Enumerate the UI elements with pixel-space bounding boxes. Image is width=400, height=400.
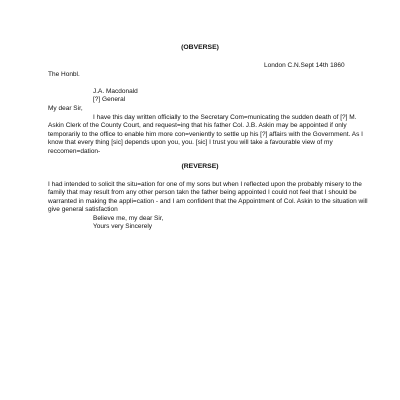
salutation: My dear Sir, xyxy=(48,105,83,112)
recipient-title: [?] General xyxy=(93,96,126,103)
obverse-body xyxy=(48,114,366,156)
reverse-body xyxy=(48,181,368,215)
place-and-date: London C.N.Sept 14th 1860 xyxy=(264,62,345,69)
obverse-body-text: I have this day written officially to the Secretary Com=municating the sudden death of [?] M. Askin Clerk of the County Court, and request=ing that his father Col. J.B. Askin may be appointed if only temporarily to the office to enable him more con=veniently to settle up his [?] affairs with the Government. As I know that every thing [sic] depends upon you, you. [sic] I trust you will take a favourable view of my reccomen=dation- xyxy=(48,114,363,155)
recipient-name: J.A. Macdonald xyxy=(93,88,138,95)
closing-line-2: Yours very Sincerely xyxy=(93,223,153,230)
reverse-body-text: I had intended to solicit the situ=ation for one of my sons but when I reflected upon the probably misery to the family that may result from any other person takn the father being appointed I could not feel that I should be warranted in making the appli=cation - and I am confident that the Appointment of Col. Askin to the situation will give general satisfaction xyxy=(48,181,368,214)
reverse-heading: (REVERSE) xyxy=(181,163,219,170)
addressee: The Honbl. xyxy=(48,71,80,78)
obverse-heading: (OBVERSE) xyxy=(181,44,219,51)
closing-line-1: Believe me, my dear Sir, xyxy=(93,215,164,222)
